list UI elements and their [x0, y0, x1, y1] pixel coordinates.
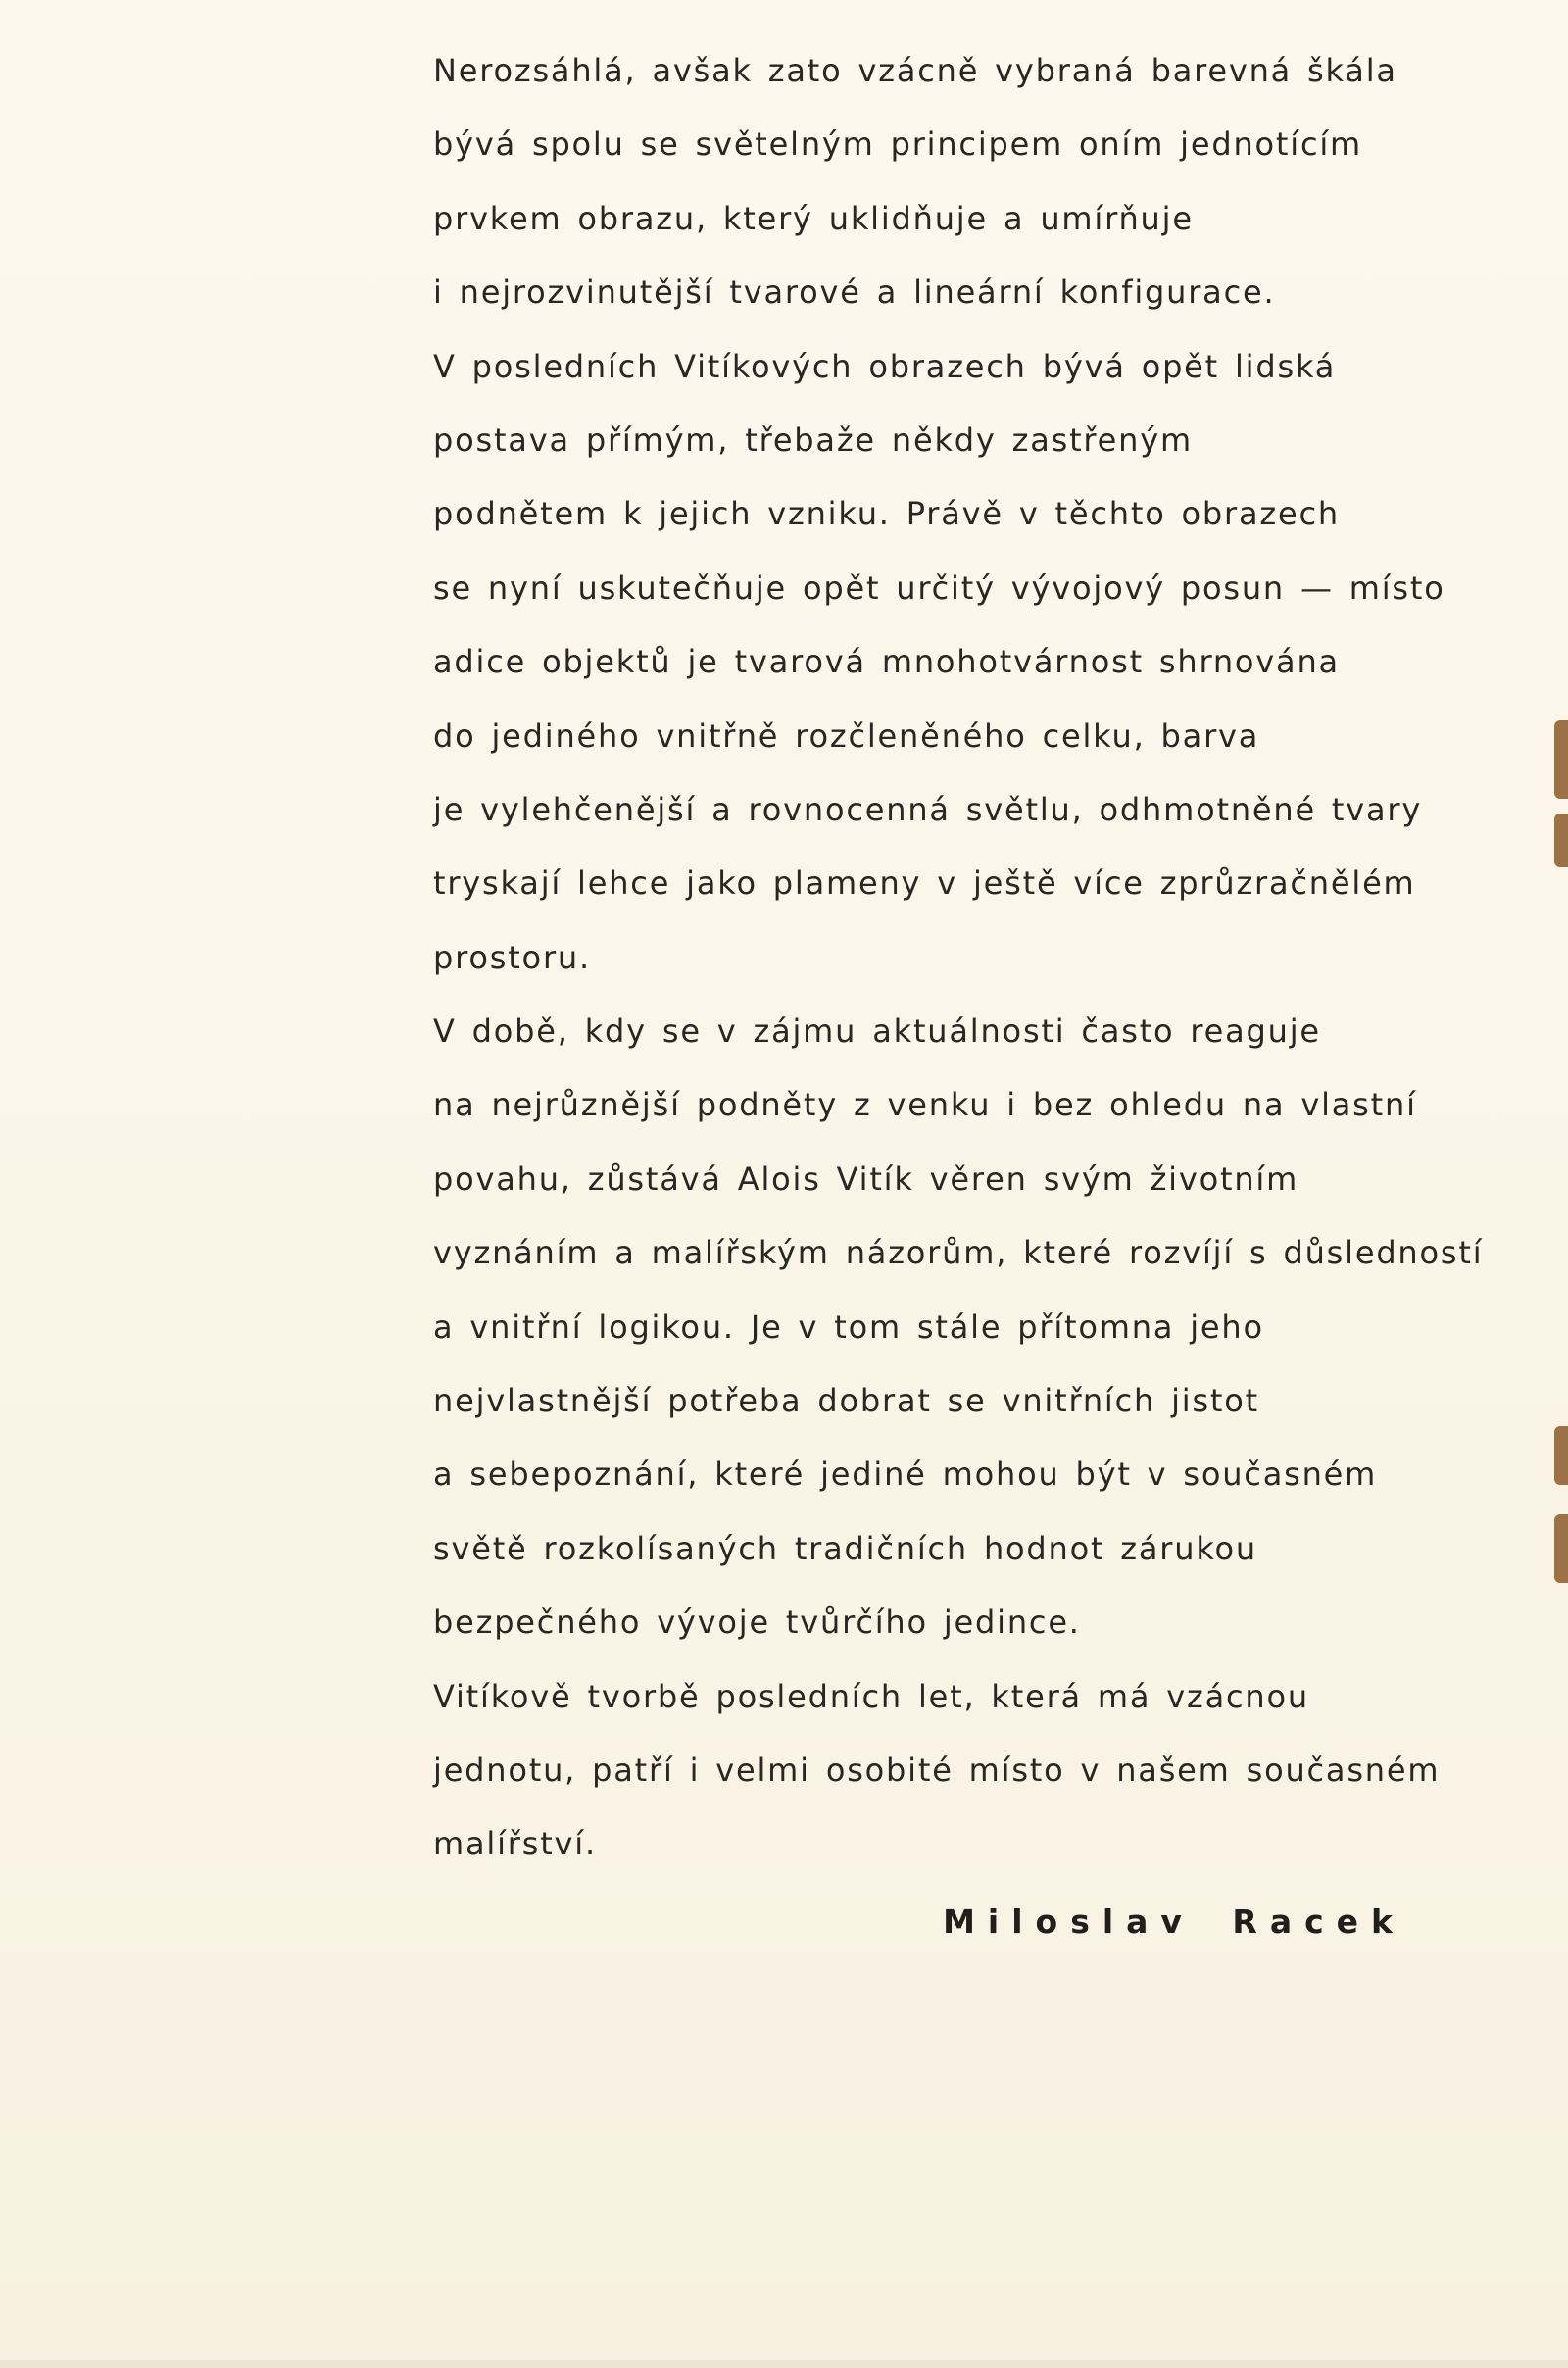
text-line: bezpečného vývoje tvůrčího jedince. — [433, 1603, 1081, 1642]
text-line: do jediného vnitřně rozčleněného celku, barva — [433, 716, 1260, 755]
text-line: prostoru. — [433, 938, 591, 976]
article-text — [433, 47, 1484, 1946]
text-line: je vylehčenější a rovnocenná světlu, odhmotněné tvary — [433, 790, 1423, 828]
text-line: vyznáním a malířským názorům, které rozvíjí s důsledností — [433, 1234, 1484, 1272]
text-line: povahu, zůstává Alois Vitík věren svým životním — [433, 1159, 1299, 1198]
text-line: Vitíkově tvorbě posledních let, která má vzácnou — [433, 1677, 1309, 1715]
text-line: postava přímým, třebaže někdy zastřeným — [433, 420, 1193, 459]
text-line: Nerozsáhlá, avšak zato vzácně vybraná barevná škála — [433, 52, 1397, 89]
text-line: adice objektů je tvarová mnohotvárnost shrnována — [433, 643, 1340, 681]
text-line: prvkem obrazu, který uklidňuje a umírňuje — [433, 199, 1194, 237]
paper-stain — [1554, 1514, 1568, 1583]
text-line: světě rozkolísaných tradičních hodnot zárukou — [433, 1529, 1257, 1567]
text-line: i nejrozvinutější tvarové a lineární konfigurace. — [433, 273, 1276, 312]
text-line: malířství. — [433, 1825, 597, 1863]
text-line: a sebepoznání, které jediné mohou být v současném — [433, 1455, 1378, 1494]
text-line: na nejrůznější podněty z venku i bez ohledu na vlastní — [433, 1086, 1417, 1124]
text-line: V době, kdy se v zájmu aktuálnosti často reaguje — [433, 1012, 1321, 1051]
text-line: se nyní uskutečňuje opět určitý vývojový posun — místo — [433, 568, 1446, 607]
paper-stain — [1554, 1426, 1568, 1485]
paper-stain — [1554, 720, 1568, 799]
text-line: a vnitřní logikou. Je v tom stále přítomna jeho — [433, 1307, 1264, 1346]
text-line: bývá spolu se světelným principem oním jednotícím — [433, 125, 1362, 164]
author-signature: Miloslav Racek — [943, 1901, 1405, 1941]
text-line: V posledních Vitíkových obrazech bývá opět lidská — [433, 347, 1337, 385]
text-line: jednotu, patří i velmi osobité místo v našem současném — [433, 1751, 1441, 1789]
paper-stain — [1554, 814, 1568, 867]
text-line: podnětem k jejich vzniku. Právě v těchto obrazech — [433, 495, 1340, 533]
text-line: tryskají lehce jako plameny v ještě více zprůzračnělém — [433, 864, 1416, 903]
text-line: nejvlastnější potřeba dobrat se vnitřních jistot — [433, 1382, 1259, 1420]
page-bottom-edge — [0, 2360, 1568, 2368]
